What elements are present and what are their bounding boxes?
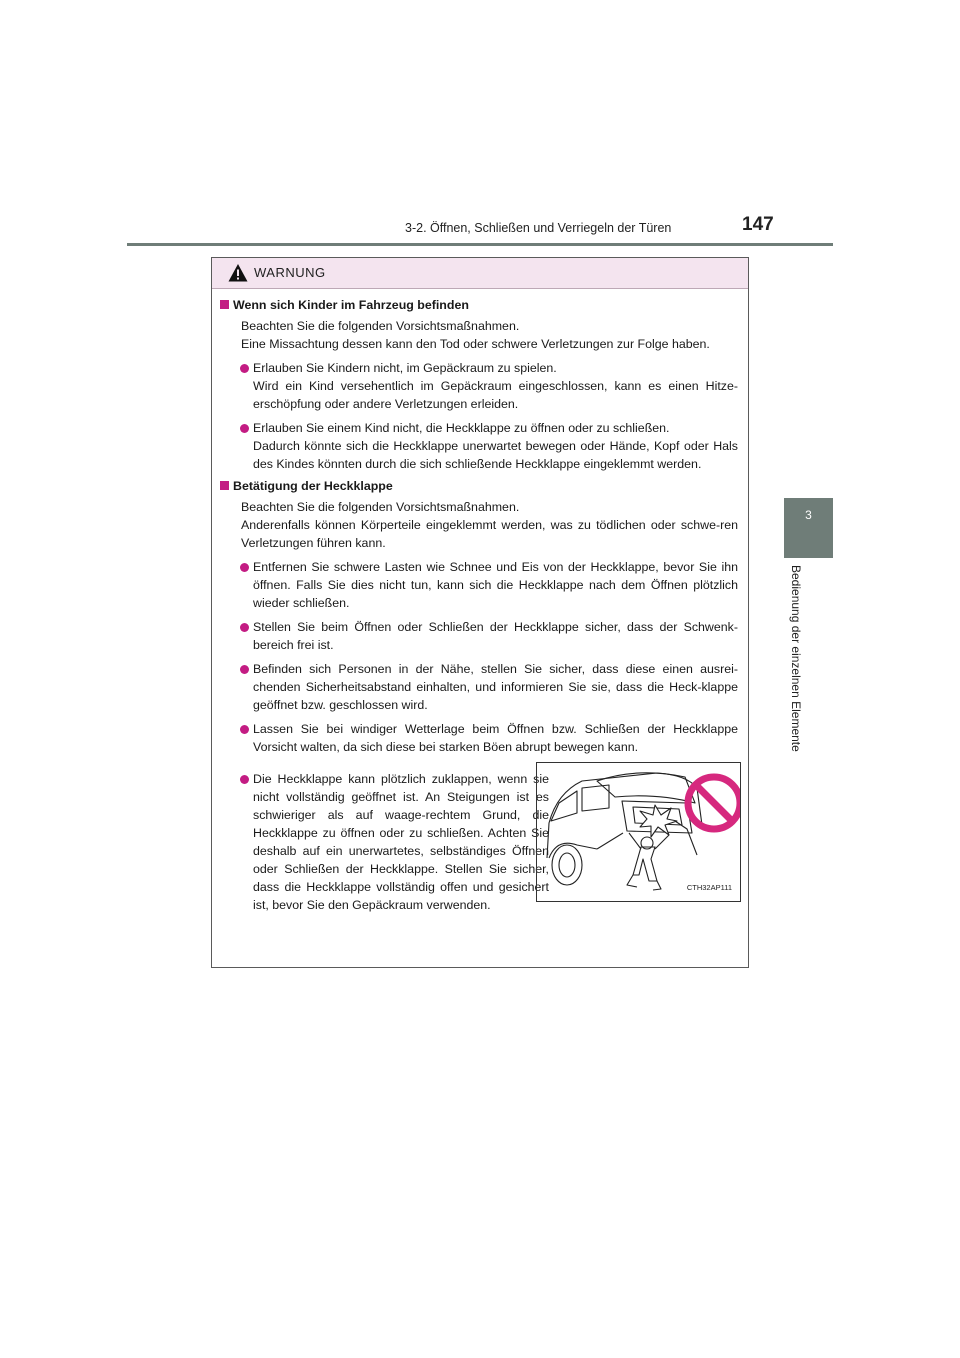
section-title-text: Wenn sich Kinder im Fahrzeug befinden [233,298,469,312]
list-item [220,660,738,714]
header-title: 3-2. Öffnen, Schließen und Verriegeln der Türen [405,221,672,235]
list-item [220,720,738,756]
bullet-dot-icon [240,725,249,734]
tailgate-illustration [536,762,741,902]
section-title-text: Betätigung der Heckklappe [233,479,393,493]
chapter-title: Bedienung der einzelnen Elemente [789,565,803,752]
list-item-text: Wird ein Kind versehentlich im Gepäckraum eingeschlossen, kann es einen Hitze-erschöpfung oder andere Verletzungen erleiden. [253,379,738,411]
square-bullet-icon [220,300,229,309]
bullet-dot-icon [240,775,249,784]
list-item-text: Erlauben Sie einem Kind nicht, die Heckklappe zu öffnen oder zu schließen. [253,421,670,435]
bullet-dot-icon [240,665,249,674]
list-item-text: Befinden sich Personen in der Nähe, stellen Sie sicher, dass diese einen ausrei-chenden Sicherheitsabstand einhalten, und informieren Sie sie, dass die Heck-klappe geöffnet bzw. geschlossen wird. [253,662,738,712]
list-item [220,770,549,914]
list-item [220,419,738,473]
warning-header [212,258,748,289]
list-item [220,359,738,413]
list-item-text: Erlauben Sie Kindern nicht, im Gepäckraum zu spielen. [253,361,557,375]
list-item-text: Dadurch könnte sich die Heckklappe unerwartet bewegen oder Hände, Kopf oder Hals des Kindes könnten durch die sich schließende Heckklappe eingeklemmt werden. [253,439,738,471]
section-title [220,296,738,314]
header-rule [127,243,833,246]
bullet-with-illustration [220,770,738,960]
illustration-code: CTH32AP111 [686,883,732,892]
chapter-number: 3 [805,508,812,522]
list-item-text: Stellen Sie beim Öffnen oder Schließen der Heckklappe sicher, dass der Schwenk-bereich frei ist. [253,620,738,652]
list-item [220,558,738,612]
warning-triangle-icon [228,263,248,283]
list-item [220,618,738,654]
bullet-dot-icon [240,563,249,572]
section-children [220,296,738,473]
bullet-dot-icon [240,364,249,373]
paragraph: Eine Missachtung dessen kann den Tod oder schwere Verletzungen zur Folge haben. [241,337,710,351]
list-item-text: Entfernen Sie schwere Lasten wie Schnee und Eis von der Heckklappe, bevor Sie ihn öffnen. Falls Sie dies nicht tun, kann sich die Heckklappe nach dem Öffnen plötzlich wieder schließen. [253,560,738,610]
section-tailgate [220,477,738,756]
chapter-tab [784,498,833,558]
warning-content [212,296,748,960]
paragraph: Anderenfalls können Körperteile eingeklemmt werden, was zu tödlichen oder schwe-ren Verletzungen führen kann. [241,518,738,550]
square-bullet-icon [220,481,229,490]
bullet-dot-icon [240,424,249,433]
warning-box [211,257,749,968]
paragraph: Beachten Sie die folgenden Vorsichtsmaßnahmen. [241,500,520,514]
section-title [220,477,738,495]
chapter-title-vertical [786,565,806,770]
paragraph: Beachten Sie die folgenden Vorsichtsmaßnahmen. [241,319,520,333]
list-item-text: Die Heckklappe kann plötzlich zuklappen, wenn sie nicht vollständig geöffnet ist. An Steigungen ist es schwieriger als auf waage-rechtem Grund, die Heckklappe zu öffnen oder zu schließen. Achten Sie deshalb auf ein unerwartetes, selbständiges Öffnen oder Schließen der Heckklappe. Stellen Sie sicher, dass die Heckklappe vollständig offen und gesichert ist, bevor Sie den Gepäckraum verwenden. [253,772,549,912]
warning-label: WARNUNG [254,265,326,280]
page-number: 147 [742,214,774,235]
bullet-dot-icon [240,623,249,632]
list-item-text: Lassen Sie bei windiger Wetterlage beim Öffnen bzw. Schließen der Heckklappe Vorsicht walten, da sich diese bei starken Böen abrupt bewegen kann. [253,722,738,754]
